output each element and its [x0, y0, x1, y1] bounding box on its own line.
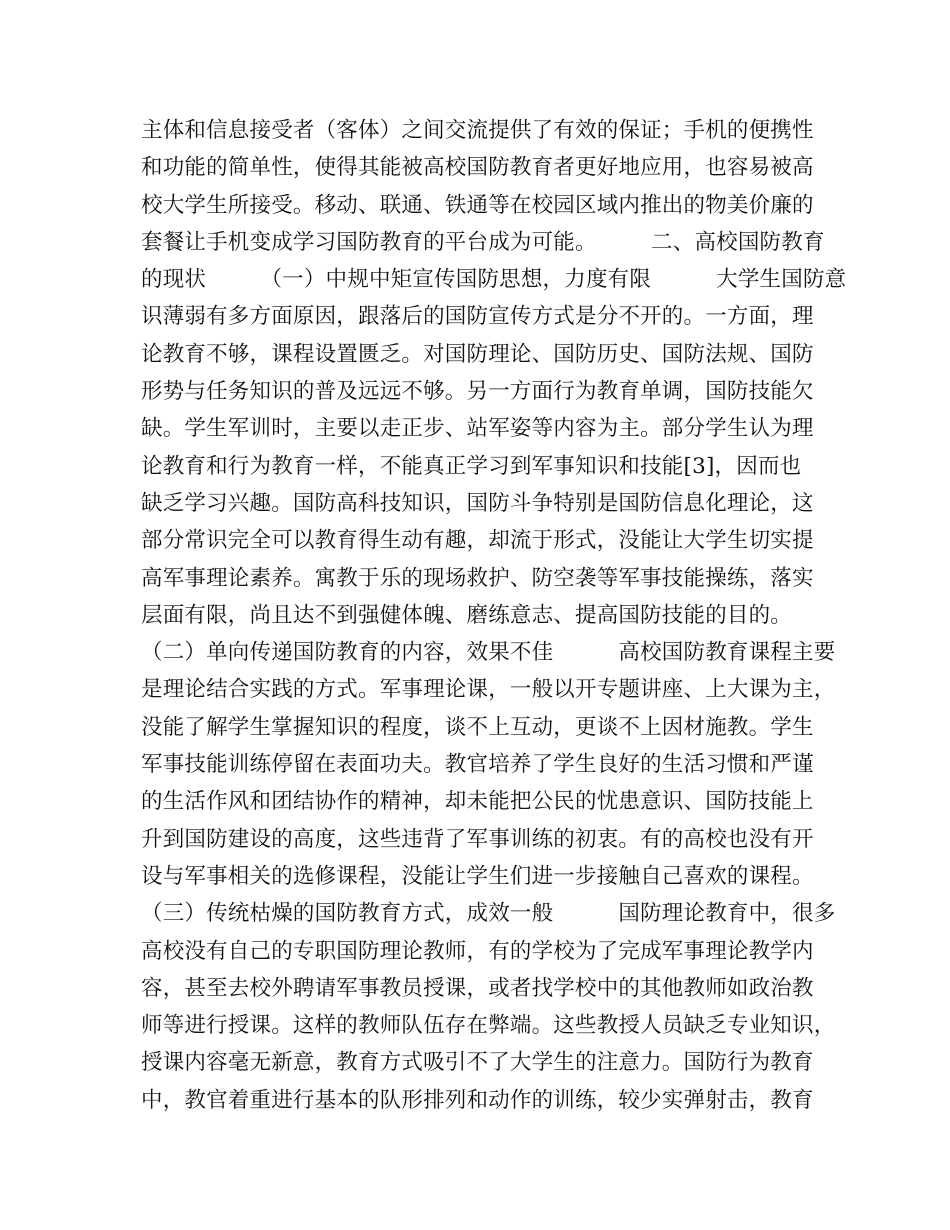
text-line: 和功能的简单性，使得其能被高校国防教育者更好地应用，也容易被高: [141, 155, 814, 181]
text-line: （二）单向传递国防教育的内容，效果不佳 高校国防教育课程主要: [141, 640, 836, 666]
text-line: 部分常识完全可以教育得生动有趣，却流于形式，没能让大学生切实提: [141, 528, 814, 554]
text-line: 是理论结合实践的方式。军事理论课，一般以开专题讲座、上大课为主，: [141, 677, 836, 703]
text-line: 军事技能训练停留在表面功夫。教官培养了学生良好的生活习惯和严谨: [141, 752, 814, 778]
text-line: 套餐让手机变成学习国防教育的平台成为可能。 二、高校国防教育: [141, 229, 825, 255]
text-line: 的生活作风和团结协作的精神，却未能把公民的忧患意识、国防技能上: [141, 789, 814, 815]
text-line: 容，甚至去校外聘请军事教员授课，或者找学校中的其他教师如政治教: [141, 975, 814, 1001]
text-line: 缺乏学习兴趣。国防高科技知识，国防斗争特别是国防信息化理论，这: [141, 490, 814, 516]
text-line: （三）传统枯燥的国防教育方式，成效一般 国防理论教育中，很多: [141, 901, 836, 927]
text-line: 授课内容毫无新意，教育方式吸引不了大学生的注意力。国防行为教育: [141, 1050, 814, 1076]
text-line: 没能了解学生掌握知识的程度，谈不上互动，更谈不上因材施教。学生: [141, 714, 814, 740]
text-line: 设与军事相关的选修课程，没能让学生们进一步接触自己喜欢的课程。: [141, 863, 814, 889]
text-line: 中，教官着重进行基本的队形排列和动作的训练，较少实弹射击，教育: [141, 1087, 814, 1113]
text-line: 论教育和行为教育一样，不能真正学习到军事知识和技能[3]，因而也: [141, 453, 802, 479]
text-line: 的现状 （一）中规中矩宣传国防思想，力度有限 大学生国防意: [141, 267, 847, 293]
text-line: 识薄弱有多方面原因，跟落后的国防宣传方式是分不开的。一方面，理: [141, 304, 814, 330]
text-line: 缺。学生军训时，主要以走正步、站军姿等内容为主。部分学生认为理: [141, 416, 814, 442]
text-line: 高校没有自己的专职国防理论教师，有的学校为了完成军事理论教学内: [141, 938, 814, 964]
text-line: 论教育不够，课程设置匮乏。对国防理论、国防历史、国防法规、国防: [141, 341, 814, 367]
text-line: 主体和信息接受者（客体）之间交流提供了有效的保证；手机的便携性: [141, 118, 814, 143]
text-line: 高军事理论素养。寓教于乐的现场救护、防空袭等军事技能操练，落实: [141, 565, 814, 591]
text-line: 升到国防建设的高度，这些违背了军事训练的初衷。有的高校也没有开: [141, 826, 814, 852]
text-line: 形势与任务知识的普及远远不够。另一方面行为教育单调，国防技能欠: [141, 379, 814, 405]
body-text: [141, 112, 847, 1119]
text-line: 师等进行授课。这样的教师队伍存在弊端。这些教授人员缺乏专业知识，: [141, 1013, 836, 1039]
text-line: 校大学生所接受。移动、联通、铁通等在校园区域内推出的物美价廉的: [141, 192, 814, 218]
text-line: 层面有限，尚且达不到强健体魄、磨练意志、提高国防技能的目的。: [141, 602, 793, 628]
